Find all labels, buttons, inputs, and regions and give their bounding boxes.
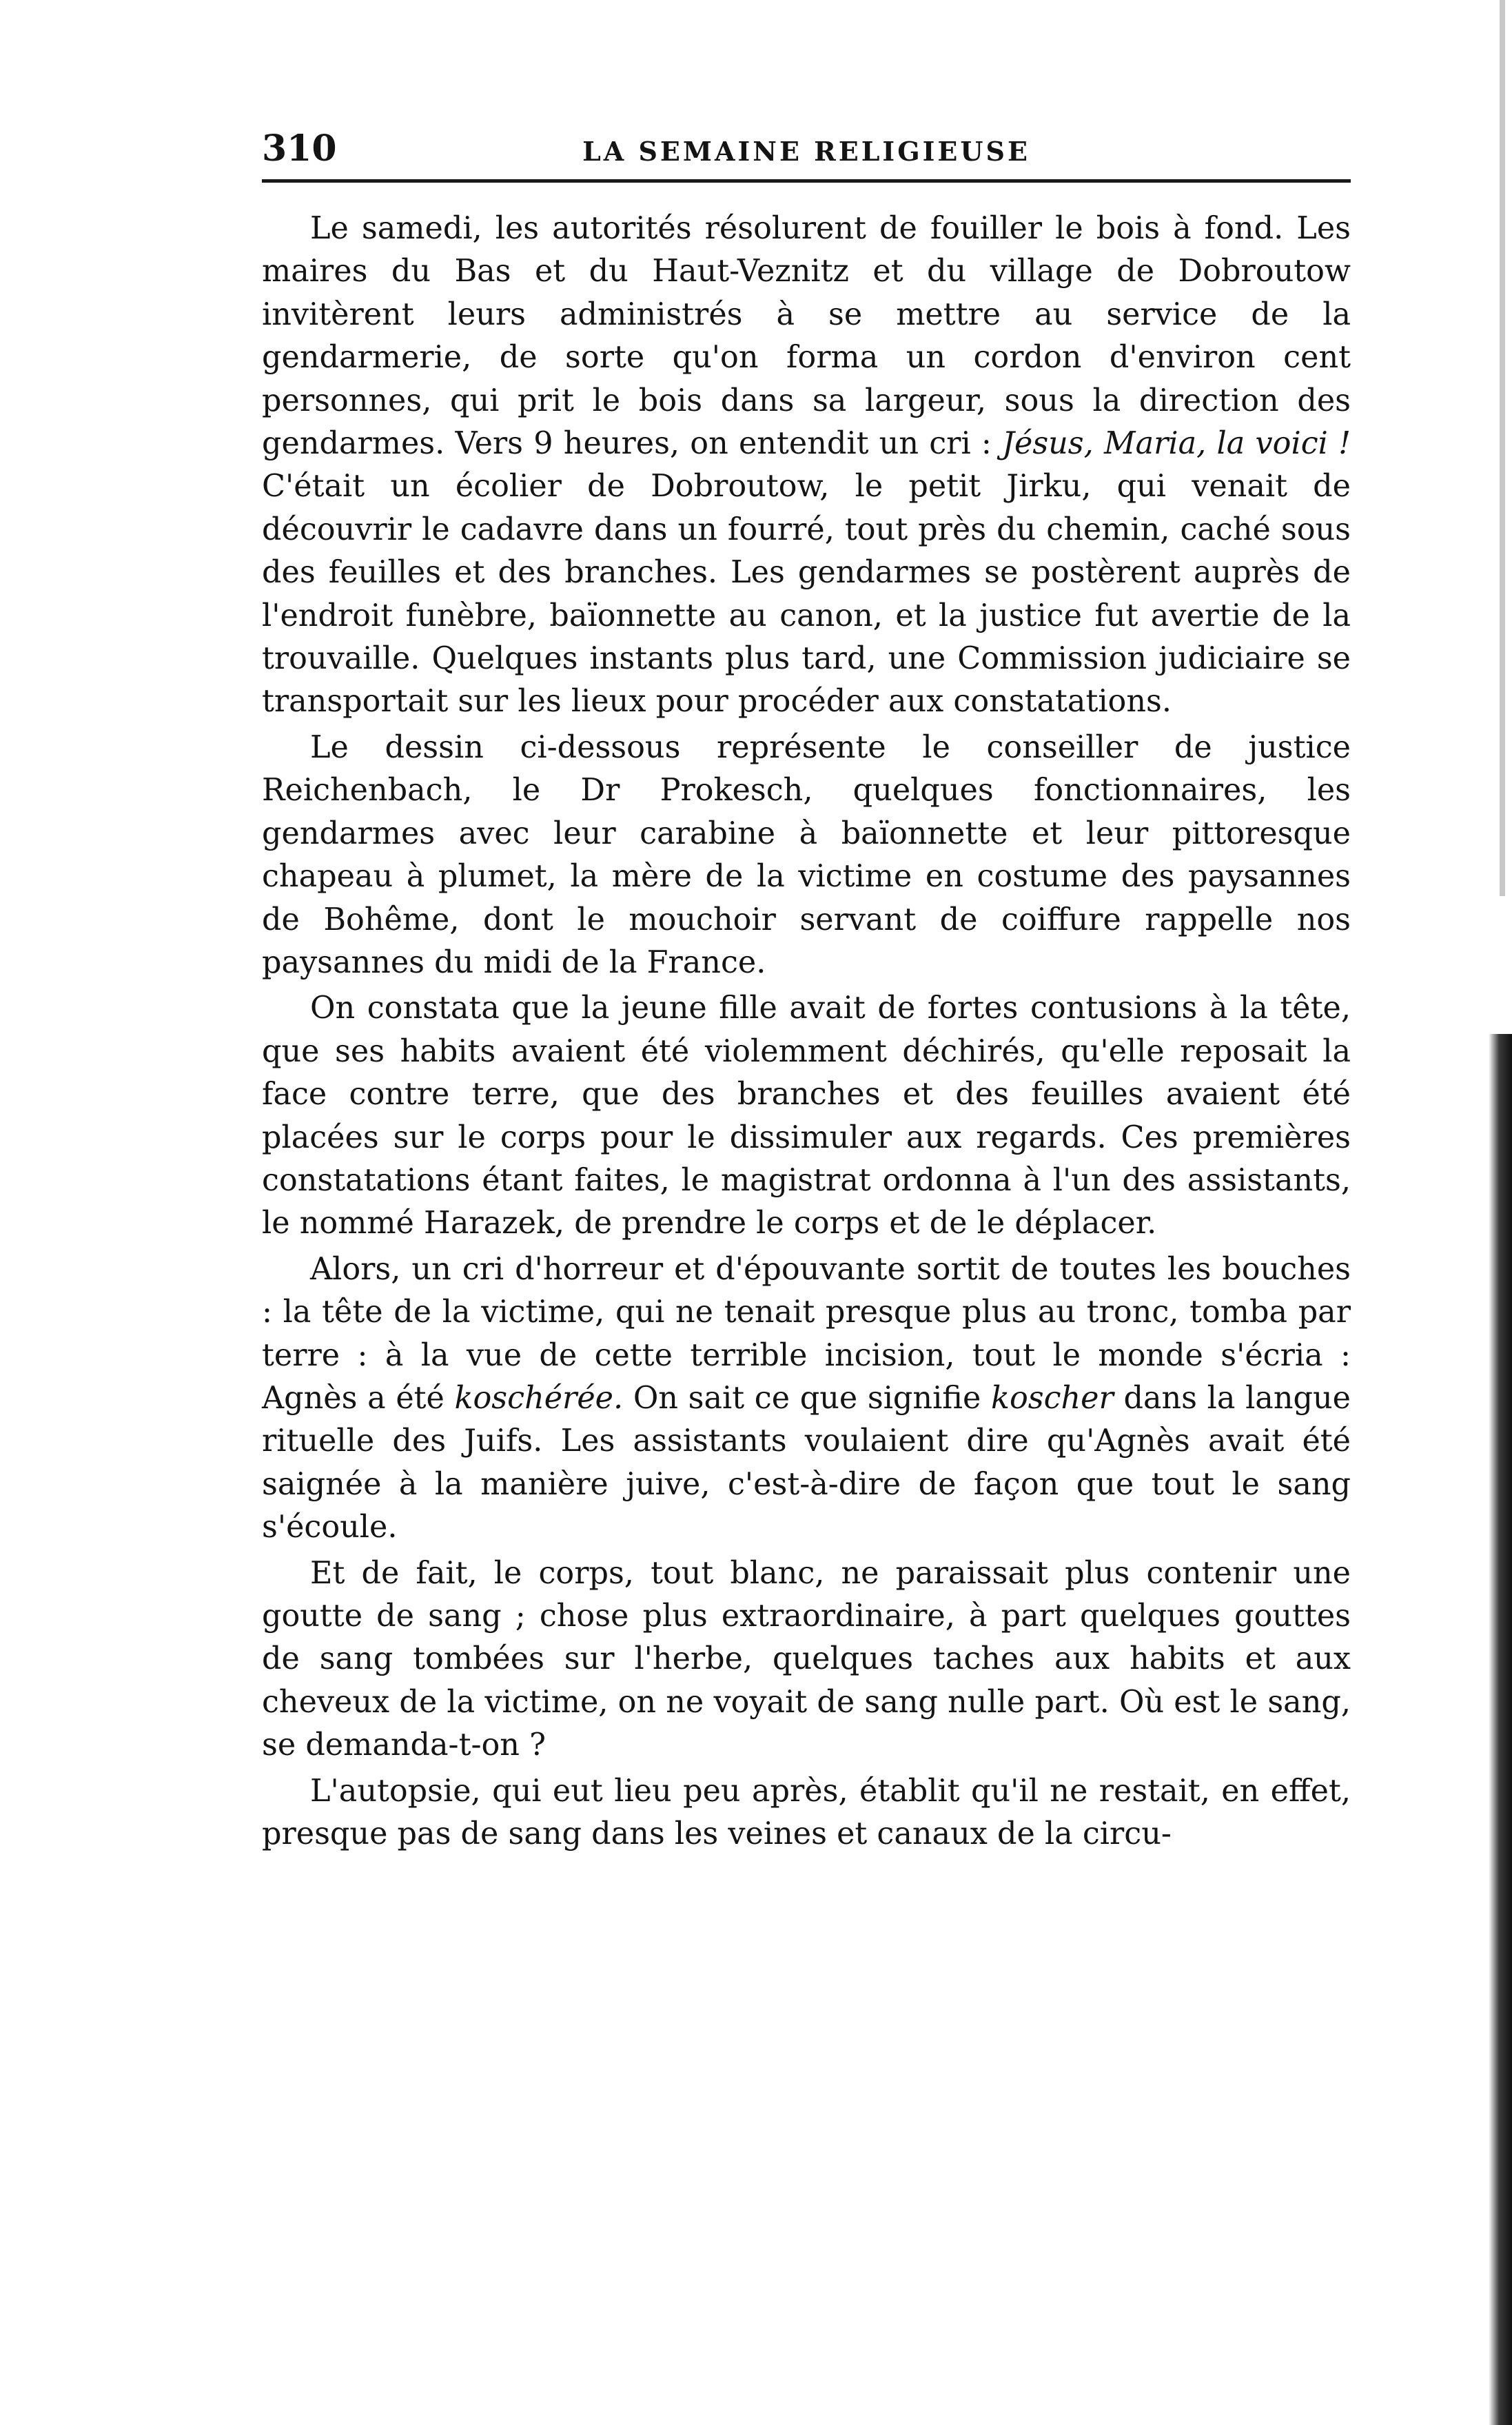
text-run: L'autopsie, qui eut lieu peu après, établit qu'il ne restait, en effet, presque pas de sang dans les veines et canaux de la circu- xyxy=(262,1773,1351,1852)
paragraph xyxy=(262,727,1351,984)
body-text xyxy=(262,207,1351,1856)
text-run: On sait ce que signifie xyxy=(623,1380,991,1416)
paragraph xyxy=(262,1248,1351,1550)
text-run: Le samedi, les autorités résolurent de fouiller le bois à fond. Les maires du Bas et du Haut-Veznitz et du village de Dobroutow invitèrent leurs administrés à se mettre au service de la gendarmerie, de sorte qu'on forma un cordon d'environ cent personnes, qui prit le bois dans sa largeur, sous la direction des gendarmes. Vers 9 heures, on entendit un cri : xyxy=(262,211,1351,462)
running-head xyxy=(262,117,1351,183)
book-page xyxy=(262,117,1351,2323)
text-run: Alors, un cri d'horreur et d'épouvante sortit de toutes les bouches : la tête de la victime, qui ne tenait presque plus au tronc, tomba par terre : à la vue de cette terrible incision, tout le monde s'écria : Agnès a été xyxy=(262,1251,1351,1416)
text-run: C'était un écolier de Dobroutow, le petit Jirku, qui venait de découvrir le cadavre dans un fourré, tout près du chemin, caché sous des feuilles et des branches. Les gendarmes se postèrent auprès de l'endroit funèbre, baïonnette au canon, et la justice fut avertie de la trouvaille. Quelques instants plus tard, une Commission judiciaire se transportait sur les lieux pour procéder aux constatations. xyxy=(262,469,1351,720)
text-run: Et de fait, le corps, tout blanc, ne paraissait plus contenir une goutte de sang ; chose plus extraordinaire, à part quelques gouttes de sang tombées sur l'herbe, quelques taches aux habits et aux cheveux de la victime, on ne voyait de sang nulle part. Où est le sang, se demanda-t-on ? xyxy=(262,1555,1351,1763)
paragraph xyxy=(262,1770,1351,1856)
paragraph xyxy=(262,987,1351,1245)
italic-phrase: koschérée. xyxy=(454,1380,624,1416)
paragraph xyxy=(262,207,1351,724)
page-number: 310 xyxy=(262,128,337,170)
paragraph xyxy=(262,1552,1351,1767)
scan-edge-shadow-top xyxy=(1500,0,1505,896)
running-title: LA SEMAINE RELIGIEUSE xyxy=(582,136,1030,167)
scan-edge-shadow xyxy=(1489,1034,1512,2425)
text-run: Le dessin ci-dessous représente le conseiller de justice Reichenbach, le Dr Prokesch, quelques fonctionnaires, les gendarmes avec leur carabine à baïonnette et leur pittoresque chapeau à plumet, la mère de la victime en costume des paysannes de Bohême, dont le mouchoir servant de coiffure rappelle nos paysannes du midi de la France. xyxy=(262,729,1351,980)
italic-phrase: Jésus, Maria, la voici ! xyxy=(1002,426,1351,462)
text-run: On constata que la jeune fille avait de fortes contusions à la tête, que ses habits avaient été violemment déchirés, qu'elle reposait la face contre terre, que des branches et des feuilles avaient été placées sur le corps pour le dissimuler aux regards. Ces premières constatations étant faites, le magistrat ordonna à l'un des assistants, le nommé Harazek, de prendre le corps et de le déplacer. xyxy=(262,991,1351,1241)
italic-phrase: koscher xyxy=(991,1380,1114,1416)
text-run: dans la langue rituelle des Juifs. Les assistants voulaient dire qu'Agnès avait été saignée à la manière juive, c'est-à-dire de façon que tout le sang s'écoule. xyxy=(262,1380,1351,1545)
